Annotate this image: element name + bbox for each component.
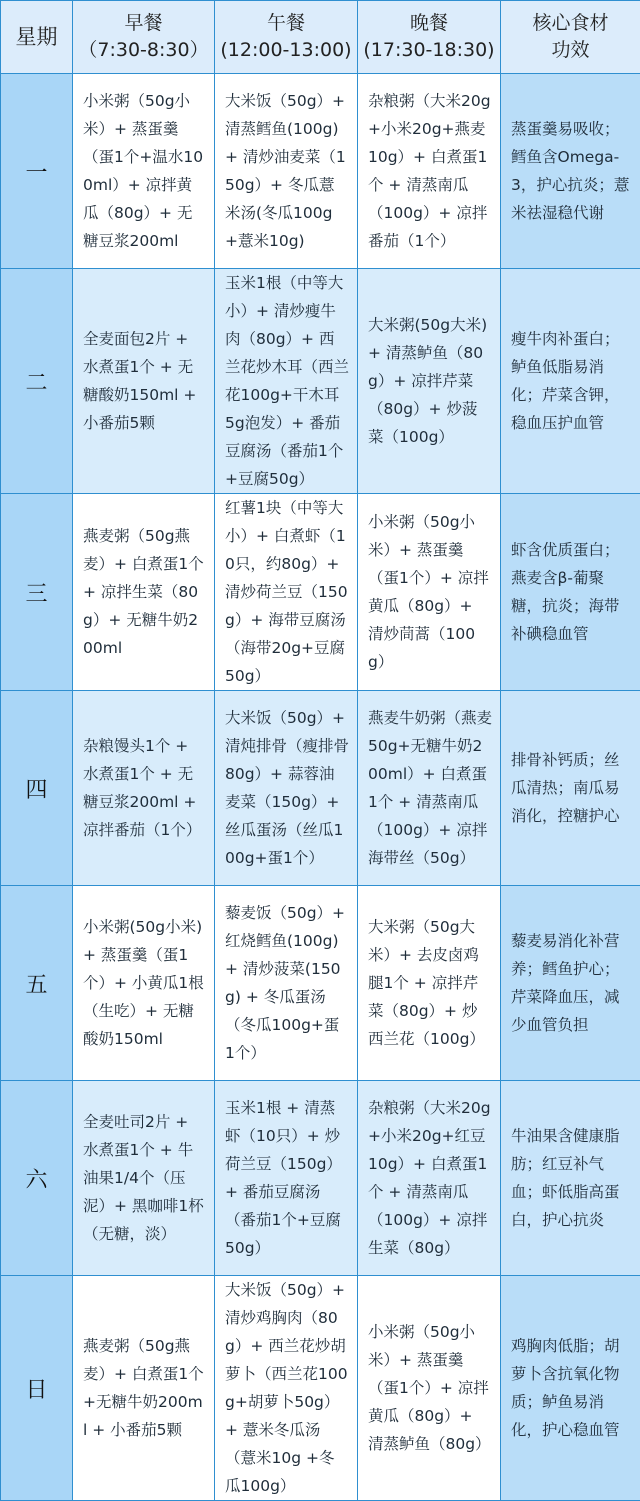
lunch-text: 玉米1根 + 清蒸虾（10只）+ 炒荷兰豆（150g）+ 番茄豆腐汤（番茄1个+豆腐50g） [225,1094,349,1262]
day-cell: 六 [1,1081,73,1276]
breakfast-text: 全麦面包2片 + 水煮蛋1个 + 无糖酸奶150ml + 小番茄5颗 [83,325,206,437]
breakfast-cell [73,691,215,886]
effect-text: 排骨补钙质；丝瓜清热；南瓜易消化，控糖护心 [511,746,634,830]
dinner-cell [358,1276,501,1501]
header-effect [501,1,640,74]
day-cell: 日 [1,1276,73,1501]
dinner-text: 小米粥（50g小米）+ 蒸蛋羹（蛋1个）+ 凉拌黄瓜（80g）+ 清炒茼蒿（100g） [368,508,492,676]
effect-text: 牛油果含健康脂肪；红豆补气血；虾低脂高蛋白，护心抗炎 [511,1122,634,1234]
dinner-text: 大米粥（50g大米）+ 去皮卤鸡腿1个 + 凉拌芹菜（80g）+ 炒西兰花（100g） [368,913,492,1053]
effect-text: 虾含优质蛋白；燕麦含β-葡聚糖，抗炎；海带补碘稳血管 [511,536,634,648]
breakfast-text: 全麦吐司2片 + 水煮蛋1个 + 牛油果1/4个（压泥）+ 黑咖啡1杯（无糖，淡） [83,1108,206,1248]
effect-cell [501,1081,640,1276]
header-row [1,1,640,74]
header-breakfast [73,1,215,74]
dinner-text: 小米粥（50g小米）+ 蒸蛋羹（蛋1个）+ 凉拌黄瓜（80g）+ 清蒸鲈鱼（80g） [368,1318,492,1458]
breakfast-cell [73,886,215,1081]
breakfast-cell [73,74,215,269]
dinner-cell [358,1081,501,1276]
lunch-cell [215,74,358,269]
breakfast-cell [73,1276,215,1501]
effect-text: 瘦牛肉补蛋白；鲈鱼低脂易消化；芹菜含钾，稳血压护血管 [511,325,634,437]
lunch-text: 大米饭（50g）+ 清蒸鳕鱼(100g) + 清炒油麦菜（150g）+ 冬瓜薏米汤(冬瓜100g +薏米10g) [225,87,349,255]
day-cell: 一 [1,74,73,269]
header-effect-line2: 功效 [551,39,589,61]
lunch-text: 红薯1块（中等大小）+ 白煮虾（10只，约80g）+ 清炒荷兰豆（150g）+ 海带豆腐汤（海带20g+豆腐50g） [225,494,349,690]
header-day: 星期 [1,1,73,74]
header-dinner-title: 晚餐 [410,12,448,34]
day-cell: 二 [1,269,73,494]
table-row [1,269,640,494]
dinner-text: 杂粮粥（大米20g +小米20g+红豆10g）+ 白煮蛋1个 + 清蒸南瓜（100g）+ 凉拌生菜（80g） [368,1094,492,1262]
header-dinner-time: (17:30-18:30) [363,39,494,61]
breakfast-text: 小米粥（50g小米）+ 蒸蛋羹（蛋1个+温水100ml）+ 凉拌黄瓜（80g）+ 无糖豆浆200ml [83,87,206,255]
effect-cell [501,269,640,494]
dinner-cell [358,691,501,886]
header-lunch-title: 午餐 [267,12,305,34]
lunch-cell [215,691,358,886]
breakfast-text: 杂粮馒头1个 + 水煮蛋1个 + 无糖豆浆200ml + 凉拌番茄（1个） [83,732,206,844]
dinner-cell [358,494,501,691]
breakfast-cell [73,494,215,691]
dinner-text: 杂粮粥（大米20g +小米20g+燕麦10g）+ 白煮蛋1个 + 清蒸南瓜（100g）+ 凉拌番茄（1个） [368,87,492,255]
day-cell: 三 [1,494,73,691]
effect-cell [501,494,640,691]
lunch-cell [215,1276,358,1501]
table-row [1,1081,640,1276]
header-breakfast-time: （7:30-8:30） [78,39,208,61]
table-row [1,691,640,886]
header-breakfast-title: 早餐 [124,12,162,34]
lunch-text: 大米饭（50g）+ 清炒鸡胸肉（80g）+ 西兰花炒胡萝卜（西兰花100g+胡萝卜50g）+ 薏米冬瓜汤（薏米10g +冬瓜100g） [225,1276,349,1500]
effect-text: 蒸蛋羹易吸收；鳕鱼含Omega-3，护心抗炎；薏米祛湿稳代谢 [511,115,634,227]
dinner-cell [358,269,501,494]
table-row [1,886,640,1081]
lunch-text: 大米饭（50g）+ 清炖排骨（瘦排骨80g）+ 蒜蓉油麦菜（150g）+ 丝瓜蛋汤（丝瓜100g+蛋1个） [225,704,349,872]
dinner-cell [358,74,501,269]
lunch-cell [215,1081,358,1276]
dinner-text: 大米粥(50g大米) + 清蒸鲈鱼（80g）+ 凉拌芹菜（80g）+ 炒菠菜（100g） [368,311,492,451]
lunch-text: 玉米1根（中等大小）+ 清炒瘦牛肉（80g）+ 西兰花炒木耳（西兰花100g+干木耳5g泡发）+ 番茄豆腐汤（番茄1个+豆腐50g） [225,269,349,493]
lunch-cell [215,269,358,494]
lunch-cell [215,886,358,1081]
breakfast-cell [73,269,215,494]
header-lunch [215,1,358,74]
header-lunch-time: (12:00-13:00) [220,39,351,61]
table-row [1,494,640,691]
lunch-text: 藜麦饭（50g）+ 红烧鳕鱼(100g) + 清炒菠菜(150g) + 冬瓜蛋汤（冬瓜100g+蛋1个） [225,899,349,1067]
table-row [1,1276,640,1501]
effect-cell [501,691,640,886]
breakfast-text: 燕麦粥（50g燕麦）+ 白煮蛋1个 +无糖牛奶200ml + 小番茄5颗 [83,1332,206,1444]
table-row [1,74,640,269]
effect-cell [501,74,640,269]
effect-cell [501,1276,640,1501]
breakfast-text: 小米粥(50g小米) + 蒸蛋羹（蛋1个）+ 小黄瓜1根（生吃）+ 无糖酸奶150ml [83,913,206,1053]
header-effect-line1: 核心食材 [532,12,608,34]
header-dinner [358,1,501,74]
effect-text: 藜麦易消化补营养；鳕鱼护心；芹菜降血压，减少血管负担 [511,927,634,1039]
effect-cell [501,886,640,1081]
breakfast-text: 燕麦粥（50g燕麦）+ 白煮蛋1个 + 凉拌生菜（80g）+ 无糖牛奶200ml [83,522,206,662]
day-cell: 五 [1,886,73,1081]
breakfast-cell [73,1081,215,1276]
day-cell: 四 [1,691,73,886]
effect-text: 鸡胸肉低脂；胡萝卜含抗氧化物质；鲈鱼易消化，护心稳血管 [511,1332,634,1444]
dinner-text: 燕麦牛奶粥（燕麦50g+无糖牛奶200ml）+ 白煮蛋1个 + 清蒸南瓜（100g）+ 凉拌海带丝（50g） [368,704,492,872]
lunch-cell [215,494,358,691]
dinner-cell [358,886,501,1081]
